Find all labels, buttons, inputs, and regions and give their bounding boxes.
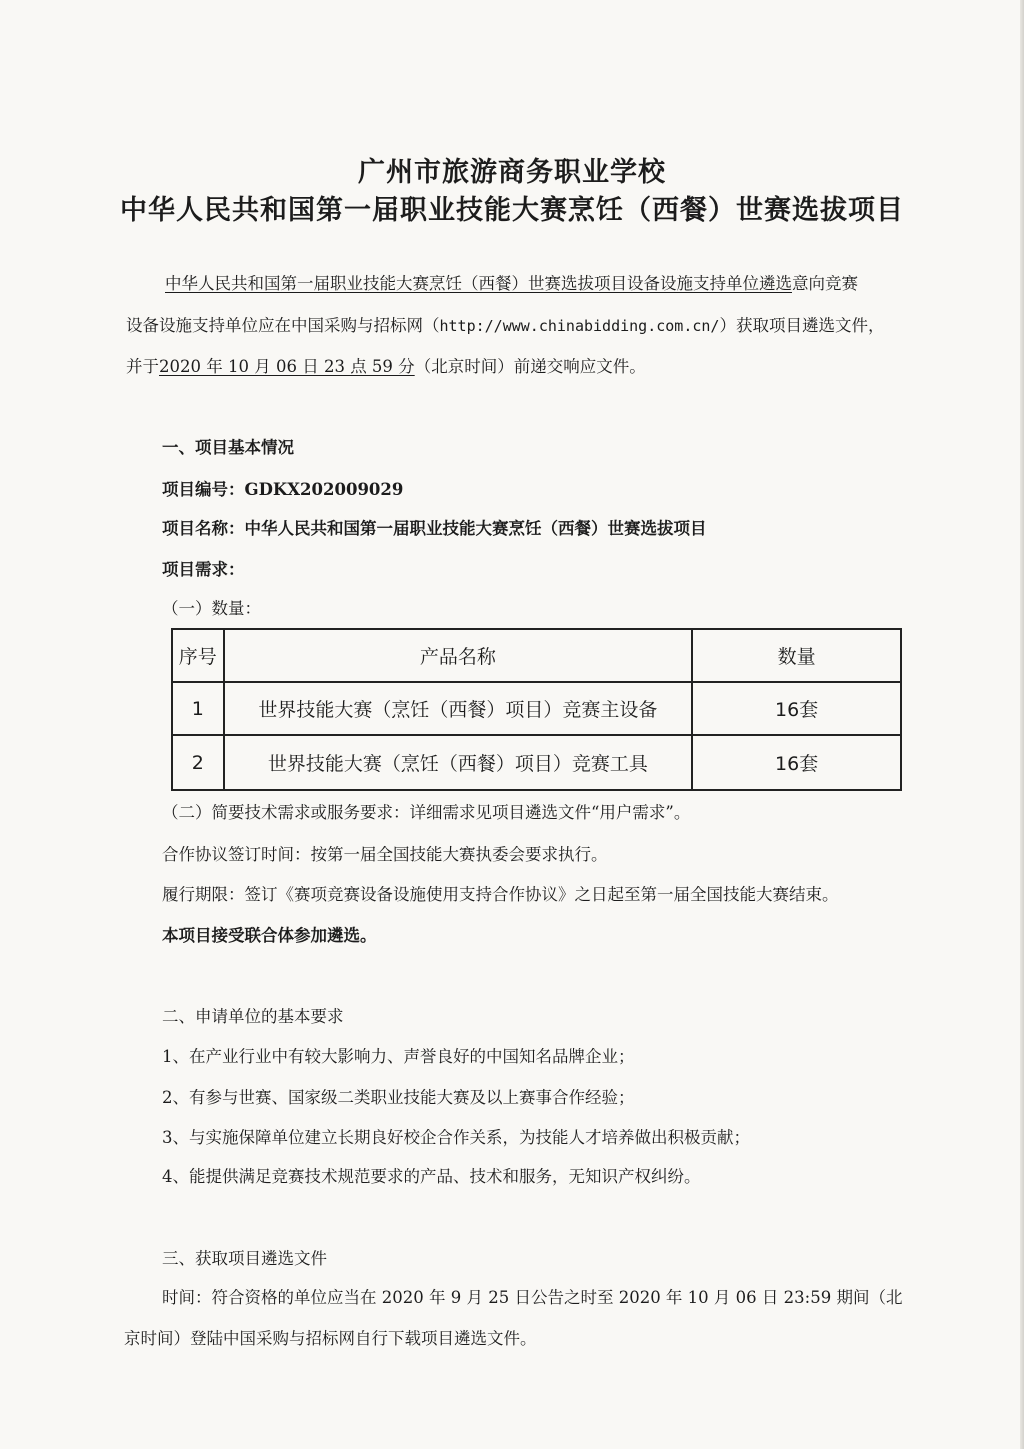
intro-line-2-a: 设备设施支持单位应在中国采购与招标网（ bbox=[126, 316, 440, 335]
table-row bbox=[172, 735, 901, 790]
school-title: 广州市旅游商务职业学校 bbox=[358, 157, 666, 188]
quantity-label: （一）数量： bbox=[162, 599, 261, 618]
performance-period: 履行期限：签订《赛项竞赛设备设施使用支持合作协议》之日起至第一届全国技能大赛结束。 bbox=[162, 885, 839, 904]
scan-edge bbox=[1020, 0, 1024, 1449]
row-quantity: 16套 bbox=[692, 682, 901, 735]
requirement-item: 2、有参与世赛、国家级二类职业技能大赛及以上赛事合作经验； bbox=[162, 1088, 635, 1107]
technical-requirements: （二）简要技术需求或服务要求：详细需求见项目遴选文件“用户需求”。 bbox=[162, 803, 691, 822]
chinabidding-url: http://www.chinabidding.com.cn/ bbox=[439, 317, 720, 335]
project-title: 中华人民共和国第一届职业技能大赛烹饪（西餐）世赛选拔项目 bbox=[120, 195, 904, 226]
project-number: 项目编号：GDKX202009029 bbox=[162, 480, 404, 499]
section-2-heading: 二、申请单位的基本要求 bbox=[162, 1007, 344, 1026]
intro-line-1-rest: 意向竞赛 bbox=[792, 274, 858, 293]
intro-line-1 bbox=[165, 274, 858, 294]
project-name: 项目名称：中华人民共和国第一届职业技能大赛烹饪（西餐）世赛选拔项目 bbox=[162, 519, 707, 538]
intro-project-underlined: 中华人民共和国第一届职业技能大赛烹饪（西餐）世赛选拔项目设备设施支持单位遴选 bbox=[165, 274, 792, 293]
section-3-heading: 三、获取项目遴选文件 bbox=[162, 1249, 327, 1268]
row-product-name: 世界技能大赛（烹饪（西餐）项目）竞赛主设备 bbox=[224, 682, 693, 735]
intro-line-3-a: 并于 bbox=[126, 357, 159, 376]
agreement-time: 合作协议签订时间：按第一届全国技能大赛执委会要求执行。 bbox=[162, 845, 608, 864]
row-no: 1 bbox=[172, 682, 224, 735]
header-no: 序号 bbox=[172, 629, 224, 682]
row-no: 2 bbox=[172, 735, 224, 790]
requirement-item: 3、与实施保障单位建立长期良好校企合作关系，为技能人才培养做出积极贡献； bbox=[162, 1128, 750, 1147]
requirement-item: 4、能提供满足竞赛技术规范要求的产品、技术和服务，无知识产权纠纷。 bbox=[162, 1167, 701, 1186]
intro-line-3-b: （北京时间）前递交响应文件。 bbox=[414, 357, 646, 376]
table-row bbox=[172, 682, 901, 735]
quantity-table bbox=[171, 628, 902, 791]
intro-line-2 bbox=[126, 316, 884, 336]
intro-line-2-b: ）获取项目遴选文件， bbox=[719, 316, 885, 335]
acquisition-time-line-2: 京时间）登陆中国采购与招标网自行下载项目遴选文件。 bbox=[124, 1329, 537, 1348]
row-product-name: 世界技能大赛（烹饪（西餐）项目）竞赛工具 bbox=[224, 735, 693, 790]
intro-line-3 bbox=[126, 357, 646, 377]
header-quantity: 数量 bbox=[692, 629, 901, 682]
project-requirement-label: 项目需求： bbox=[162, 560, 245, 579]
acquisition-time-line-1: 时间：符合资格的单位应当在 2020 年 9 月 25 日公告之时至 2020 年 10 月 06 日 23:59 期间（北 bbox=[162, 1288, 903, 1307]
submission-deadline: 2020 年 10 月 06 日 23 点 59 分 bbox=[159, 357, 415, 376]
table-header-row bbox=[172, 629, 901, 682]
section-1-heading: 一、项目基本情况 bbox=[162, 438, 294, 457]
row-quantity: 16套 bbox=[692, 735, 901, 790]
consortium-note: 本项目接受联合体参加遴选。 bbox=[162, 926, 377, 945]
header-product-name: 产品名称 bbox=[224, 629, 693, 682]
requirement-item: 1、在产业行业中有较大影响力、声誉良好的中国知名品牌企业； bbox=[162, 1047, 635, 1066]
